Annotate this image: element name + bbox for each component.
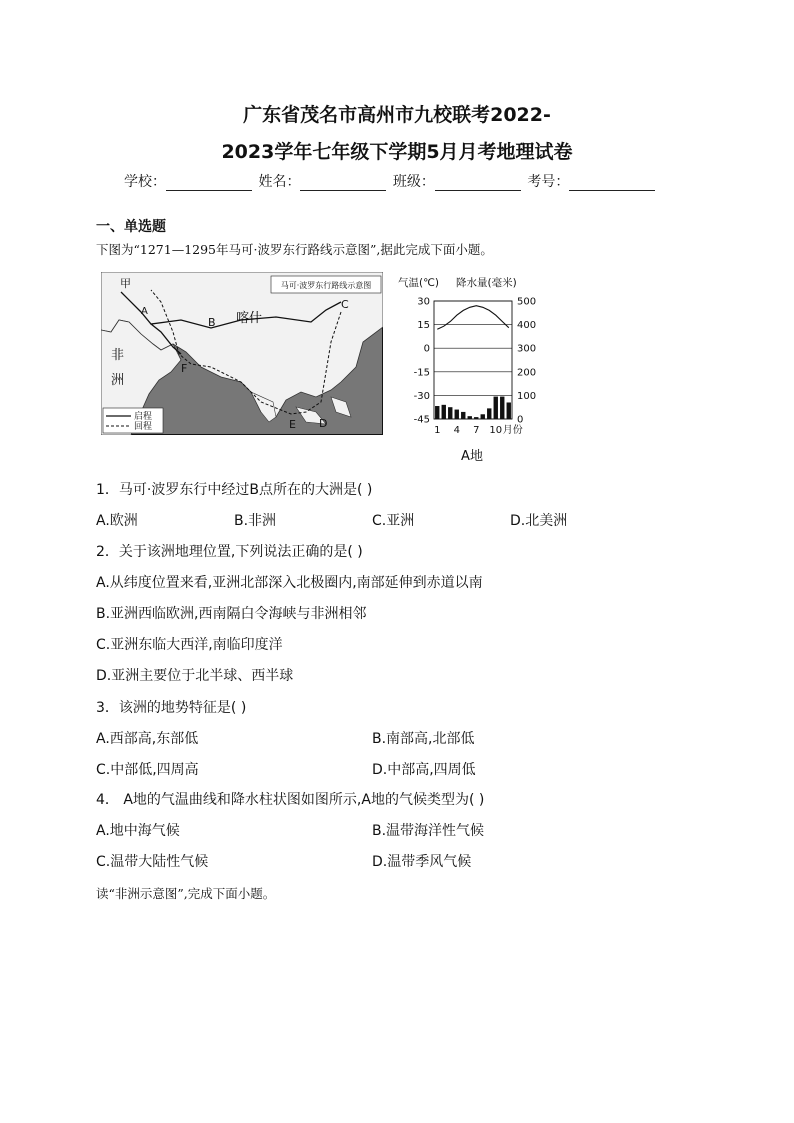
- q1-option-d[interactable]: D.北美洲: [510, 513, 568, 529]
- precip-tick-label: 500: [517, 296, 537, 308]
- question-4-stem: 4． A地的气温曲线和降水柱状图如图所示,A地的气候类型为( ): [96, 792, 485, 808]
- section-title: 一、单选题: [96, 219, 166, 235]
- precip-bar: [507, 402, 511, 419]
- map-label-kashi: 喀什: [236, 311, 263, 326]
- climate-chart: [396, 272, 556, 468]
- month-tick-label: 10: [489, 425, 503, 436]
- class-label: 班级：: [392, 174, 435, 190]
- precip-tick-label: 200: [517, 367, 537, 379]
- temp-tick-label: 0: [423, 343, 430, 355]
- intro-text-1: 下图为“1271—1295年马可·波罗东行路线示意图”,据此完成下面小题。: [96, 242, 493, 257]
- map-title: 马可·波罗东行路线示意图: [280, 281, 372, 290]
- class-blank[interactable]: [435, 176, 521, 191]
- name-label: 姓名：: [258, 174, 301, 190]
- question-3-stem: 3．该洲的地势特征是( ): [96, 700, 247, 716]
- q2-option-d[interactable]: D.亚洲主要位于北半球、西半球: [96, 668, 294, 684]
- precip-bar: [474, 417, 478, 419]
- q2-option-c[interactable]: C.亚洲东临大西洋,南临印度洋: [96, 637, 283, 653]
- map-label-C: C: [341, 298, 349, 311]
- precip-bar: [494, 397, 498, 419]
- q3-option-c[interactable]: C.中部低,四周高: [96, 762, 199, 778]
- marco-polo-route-map: [101, 272, 383, 435]
- map-label-fei: 非: [111, 348, 125, 363]
- q1-option-a[interactable]: A.欧洲: [96, 513, 138, 529]
- q3-option-b[interactable]: B.南部高,北部低: [372, 731, 475, 747]
- map-label-jia: 甲: [120, 277, 131, 290]
- precip-bar: [455, 410, 459, 419]
- q1-option-b[interactable]: B.非洲: [234, 513, 277, 529]
- temperature-curve: [437, 306, 509, 330]
- q4-option-c[interactable]: C.温带大陆性气候: [96, 854, 209, 870]
- map-label-E: E: [289, 418, 296, 431]
- temp-tick-label: -15: [413, 367, 430, 379]
- student-info-line: [124, 171, 657, 191]
- q2-option-a[interactable]: A.从纬度位置来看,亚洲北部深入北极圈内,南部延伸到赤道以南: [96, 575, 483, 591]
- precip-tick-label: 300: [517, 343, 537, 355]
- month-unit-label: 月份: [502, 425, 523, 436]
- precip-bar: [448, 407, 452, 419]
- precip-bar: [468, 416, 472, 419]
- exam-number-blank[interactable]: [569, 176, 655, 191]
- school-label: 学校：: [124, 174, 166, 190]
- map-label-F: F: [181, 362, 188, 375]
- exam-number-label: 考号：: [527, 174, 570, 190]
- precip-tick-label: 0: [517, 414, 524, 426]
- q1-option-c[interactable]: C.亚洲: [372, 513, 415, 529]
- question-2-stem: 2．关于该洲地理位置,下列说法正确的是( ): [96, 544, 363, 560]
- legend-back-label: 回程: [134, 422, 153, 432]
- legend-go-label: 启程: [134, 412, 153, 422]
- precip-tick-label: 400: [517, 320, 537, 332]
- precip-axis-label: 降水量(毫米): [456, 277, 517, 289]
- paper-title-line1: 广东省茂名市高州市九校联考2022-: [243, 104, 551, 126]
- q3-option-d[interactable]: D.中部高,四周低: [372, 762, 476, 778]
- precip-bar: [435, 406, 439, 419]
- temp-axis-label: 气温(℃): [398, 277, 439, 289]
- q4-option-a[interactable]: A.地中海气候: [96, 823, 180, 839]
- month-tick-label: 1: [434, 425, 441, 436]
- temp-tick-label: -30: [413, 390, 430, 402]
- chart-caption: A地: [461, 449, 483, 464]
- precip-bar: [481, 414, 485, 419]
- map-label-A: A: [141, 306, 148, 317]
- paper-title-line2: 2023学年七年级下学期5月月考地理试卷: [221, 141, 573, 163]
- precip-bar: [487, 408, 491, 419]
- precip-bar: [500, 397, 504, 419]
- map-label-D: D: [319, 417, 328, 430]
- name-blank[interactable]: [300, 176, 386, 191]
- month-tick-label: 4: [453, 425, 460, 436]
- intro-text-2: 读“非洲示意图”,完成下面小题。: [96, 886, 276, 901]
- q3-option-a[interactable]: A.西部高,东部低: [96, 731, 199, 747]
- month-tick-label: 7: [473, 425, 480, 436]
- question-1-stem: 1．马可·波罗东行中经过B点所在的大洲是( ): [96, 482, 373, 498]
- precip-bar: [442, 405, 446, 419]
- map-svg: [101, 272, 383, 435]
- climate-chart-svg: [396, 272, 556, 468]
- map-label-B: B: [208, 316, 216, 329]
- q4-option-b[interactable]: B.温带海洋性气候: [372, 823, 485, 839]
- school-blank[interactable]: [166, 176, 252, 191]
- temp-tick-label: 30: [417, 296, 430, 308]
- temp-tick-label: -45: [413, 414, 430, 426]
- precip-tick-label: 100: [517, 390, 537, 402]
- q4-option-d[interactable]: D.温带季风气候: [372, 854, 472, 870]
- q2-option-b[interactable]: B.亚洲西临欧洲,西南隔白令海峡与非洲相邻: [96, 606, 367, 622]
- precip-bar: [461, 412, 465, 419]
- map-label-zhou: 洲: [111, 373, 125, 388]
- temp-tick-label: 15: [417, 320, 430, 332]
